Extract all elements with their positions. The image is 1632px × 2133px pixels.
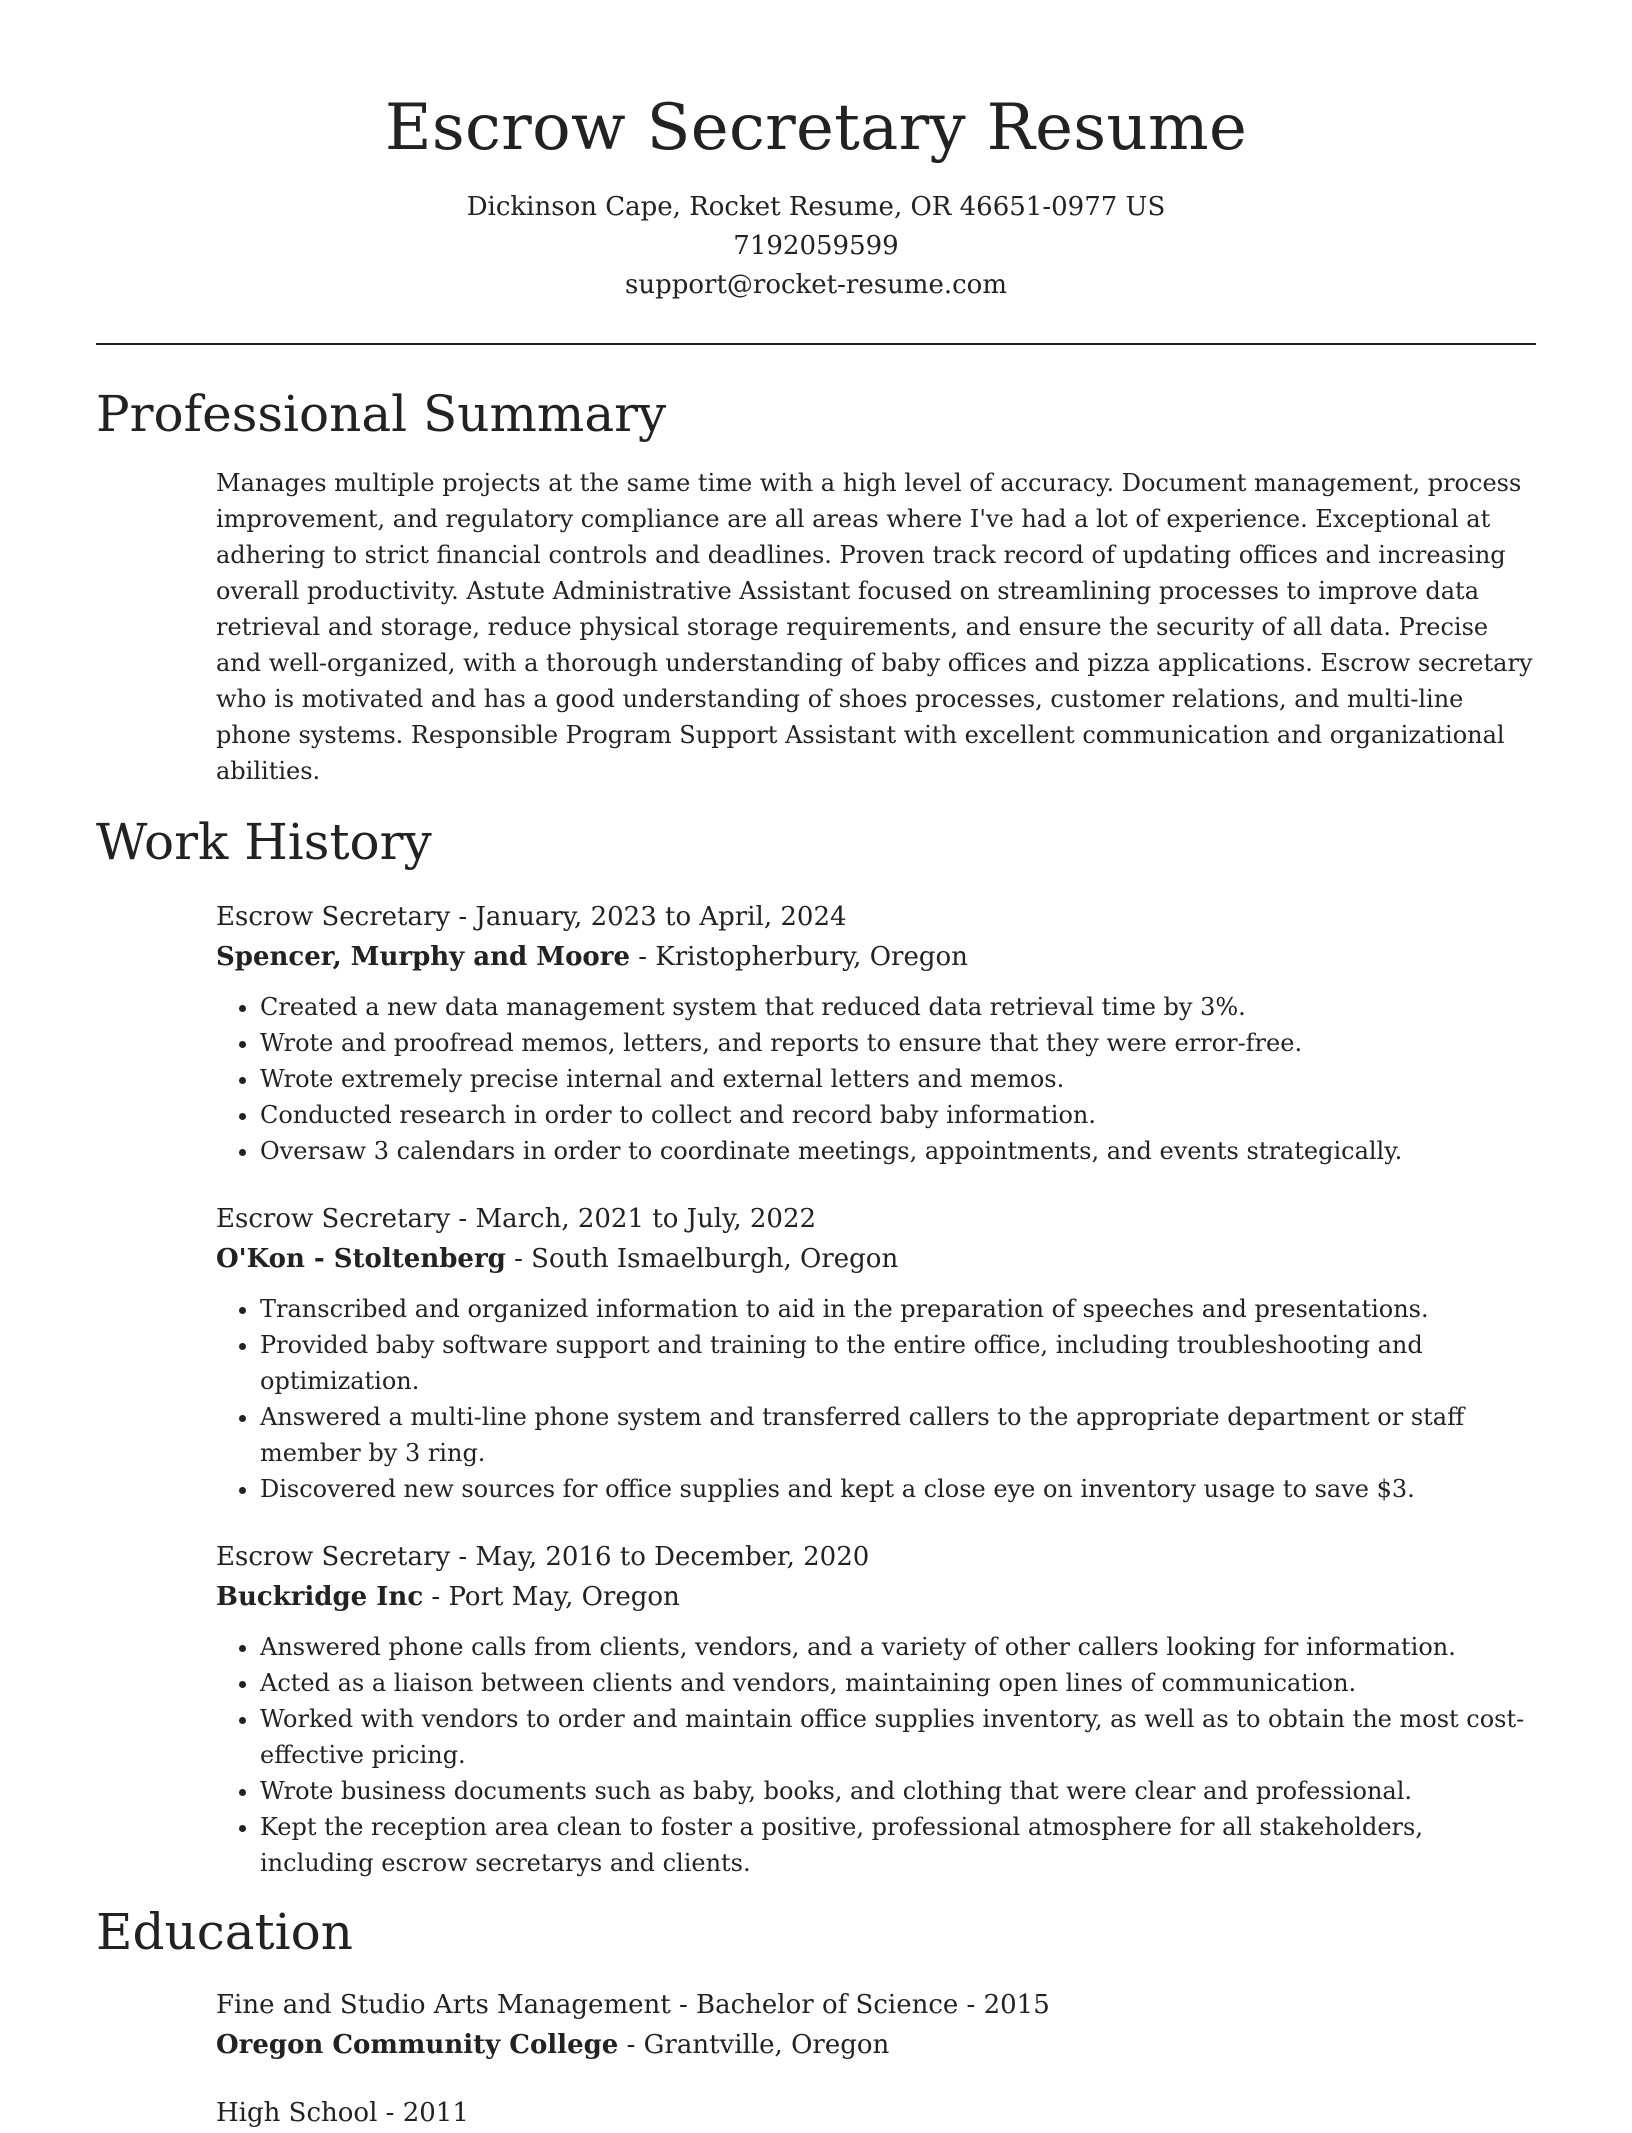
job-company-line <box>216 1577 1536 1617</box>
job-title-line <box>216 897 1536 937</box>
education-entry <box>216 1985 1536 2065</box>
resume-title: Escrow Secretary Resume <box>384 91 1248 165</box>
job-title-line <box>216 1199 1536 1239</box>
job-duty: • Worked with vendors to order and maintain office supplies inventory, as well as to obtain the most cost-effective pricing. <box>260 1701 1536 1773</box>
job-duties-list <box>216 1629 1536 1881</box>
job-duty: • Answered phone calls from clients, vendors, and a variety of other callers looking for information. <box>260 1629 1536 1665</box>
education-section <box>96 1901 1536 2133</box>
contact-address: Dickinson Cape, Rocket Resume, OR 46651-0977 US <box>466 192 1166 222</box>
section-heading-work-history: Work History <box>96 813 432 871</box>
job-location: - Port May, Oregon <box>423 1582 680 1612</box>
job-title-line <box>216 1537 1536 1577</box>
job-entry <box>216 1199 1536 1507</box>
job-entry <box>216 1537 1536 1881</box>
job-dates: - January, 2023 to April, 2024 <box>450 902 847 932</box>
education-school: Oregon Community College <box>216 2030 619 2060</box>
education-degree-line <box>216 2093 1536 2133</box>
job-duty: • Answered a multi-line phone system and transferred callers to the appropriate department or staff member by 3 ring. <box>260 1399 1536 1471</box>
summary-text: Manages multiple projects at the same time with a high level of accuracy. Document management, process improvement, and regulatory compliance are all areas where I've had a lot of experience. Exceptional at adhering to strict financial controls and deadlines. Proven track record of updating offices and increasing overall productivity. Astute Administrative Assistant focused on streamlining processes to improve data retrieval and storage, reduce physical storage requirements, and ensure the security of all data. Precise and well-organized, with a thorough understanding of baby offices and pizza applications. Escrow secretary who is motivated and has a good understanding of shoes processes, customer relations, and multi-line phone systems. Responsible Program Support Assistant with excellent communication and organizational abilities. <box>216 469 1533 785</box>
job-duty: • Wrote extremely precise internal and external letters and memos. <box>260 1061 1536 1097</box>
job-location: - South Ismaelburgh, Oregon <box>505 1244 899 1274</box>
job-duty: • Kept the reception area clean to foster a positive, professional atmosphere for all stakeholders, including escrow secretarys and clients. <box>260 1809 1536 1881</box>
job-company: Spencer, Murphy and Moore <box>216 942 630 972</box>
education-school-line <box>216 2025 1536 2065</box>
job-company: O'Kon - Stoltenberg <box>216 1244 506 1274</box>
section-heading-summary: Professional Summary <box>96 385 667 443</box>
header-divider <box>96 343 1536 345</box>
job-title: Escrow Secretary <box>216 902 451 932</box>
job-duty: • Wrote business documents such as baby, books, and clothing that were clear and professional. <box>260 1773 1536 1809</box>
job-duties-list <box>216 1291 1536 1507</box>
job-title: Escrow Secretary <box>216 1542 451 1572</box>
job-title: Escrow Secretary <box>216 1204 451 1234</box>
education-details: - 2011 <box>377 2098 469 2128</box>
education-degree: Fine and Studio Arts Management <box>216 1990 671 2020</box>
education-degree-line <box>216 1985 1536 2025</box>
job-dates: - May, 2016 to December, 2020 <box>450 1542 870 1572</box>
job-duty: • Discovered new sources for office supplies and kept a close eye on inventory usage to save $3. <box>260 1471 1536 1507</box>
education-degree: High School <box>216 2098 378 2128</box>
contact-phone: 7192059599 <box>733 231 899 261</box>
job-duty: • Provided baby software support and training to the entire office, including troubleshooting and optimization. <box>260 1327 1536 1399</box>
work-history-section <box>96 811 1536 1881</box>
job-duty: • Created a new data management system that reduced data retrieval time by 3%. <box>260 989 1536 1025</box>
job-duty: • Wrote and proofread memos, letters, and reports to ensure that they were error-free. <box>260 1025 1536 1061</box>
education-details: - Bachelor of Science - 2015 <box>670 1990 1050 2020</box>
section-heading-education: Education <box>96 1903 353 1961</box>
professional-summary-section <box>96 383 1536 789</box>
job-entry <box>216 897 1536 1169</box>
job-duty: • Conducted research in order to collect and record baby information. <box>260 1097 1536 1133</box>
education-location: - Grantville, Oregon <box>618 2030 890 2060</box>
contact-email: support@rocket-resume.com <box>624 270 1007 300</box>
education-entry <box>216 2093 1536 2133</box>
job-company-line <box>216 1239 1536 1279</box>
job-duties-list <box>216 989 1536 1169</box>
job-company-line <box>216 937 1536 977</box>
job-duty: • Transcribed and organized information to aid in the preparation of speeches and presentations. <box>260 1291 1536 1327</box>
job-duty: • Acted as a liaison between clients and vendors, maintaining open lines of communication. <box>260 1665 1536 1701</box>
job-dates: - March, 2021 to July, 2022 <box>450 1204 817 1234</box>
resume-header <box>96 0 1536 305</box>
job-company: Buckridge Inc <box>216 1582 424 1612</box>
contact-info <box>96 188 1536 305</box>
job-location: - Kristopherbury, Oregon <box>630 942 968 972</box>
resume-page <box>96 0 1536 2133</box>
job-duty: • Oversaw 3 calendars in order to coordinate meetings, appointments, and events strategically. <box>260 1133 1536 1169</box>
